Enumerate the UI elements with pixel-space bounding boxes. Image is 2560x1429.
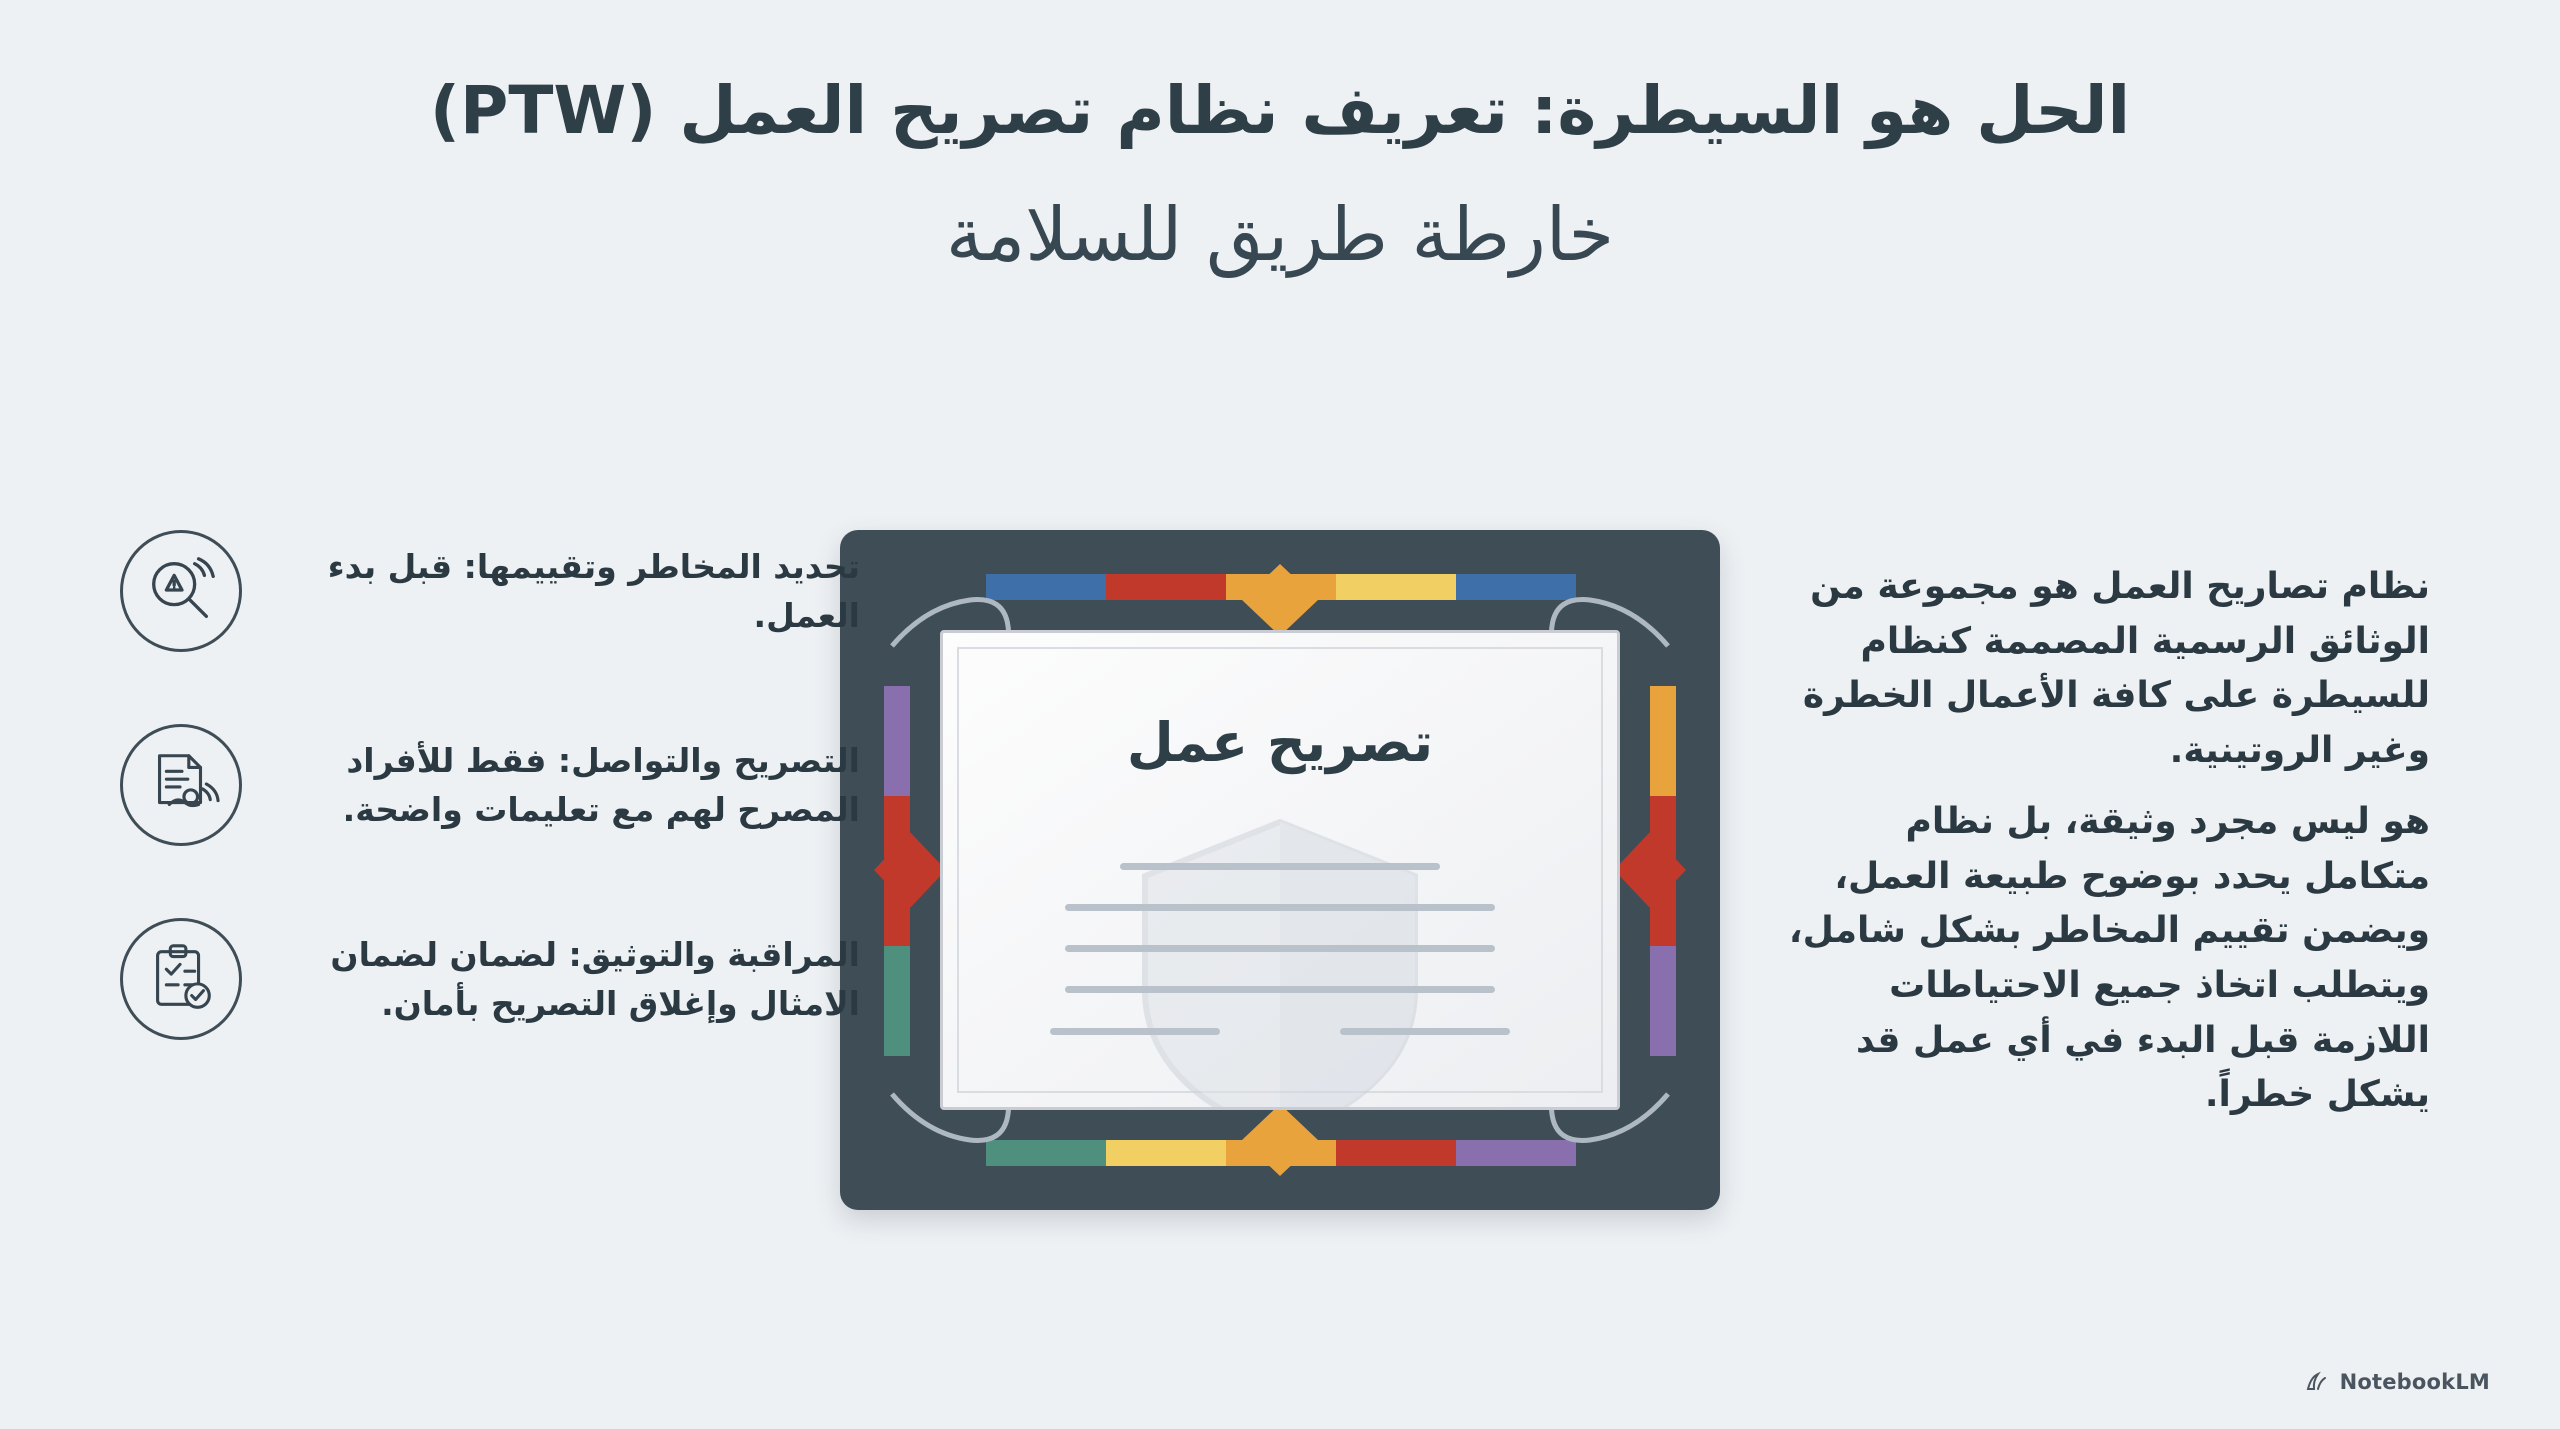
content-area: [0, 520, 2560, 1280]
certificate-line: [1065, 945, 1495, 952]
step-label-1: تحديد المخاطر وتقييمها: قبل بدء العمل.: [327, 546, 860, 635]
certificate-illustration: [840, 530, 1720, 1210]
title-block: [0, 70, 2560, 279]
step-item-1: [120, 530, 860, 652]
step-label-3: المراقبة والتوثيق: لضمان لضمان الامثال وإغلاق التصريح بأمان.: [330, 934, 860, 1023]
description-column: [1770, 560, 2430, 1123]
certificate-signature-line: [1050, 1028, 1220, 1035]
certificate-signature-lines: [943, 1028, 1617, 1035]
certificate-title: تصريح عمل: [1126, 711, 1434, 774]
permit-document-icon: [120, 724, 242, 846]
certificate-signature-line: [1340, 1028, 1510, 1035]
description-paragraph-2: هو ليس مجرد وثيقة، بل نظام متكامل يحدد بوضوح طبيعة العمل، ويضمن تقييم المخاطر بشكل شامل، ويتطلب اتخاذ جميع الاحتياطات اللازمة قبل البدء في أي عمل قد يشكل خطراً.: [1788, 800, 2430, 1116]
notebooklm-icon: [2304, 1369, 2330, 1395]
certificate-ornament-border: [866, 556, 1694, 1184]
steps-column: [120, 530, 860, 1040]
certificate-text-lines: [943, 863, 1617, 993]
step-item-3: [120, 918, 860, 1040]
brand-footer: [2304, 1369, 2490, 1395]
clipboard-check-icon: [120, 918, 242, 1040]
certificate-line: [1120, 863, 1440, 870]
step-label-2: التصريح والتواصل: فقط للأفراد المصرح لهم مع تعليمات واضحة.: [342, 740, 860, 829]
brand-label: NotebookLM: [2339, 1370, 2490, 1394]
description-paragraph-1: نظام تصاريح العمل هو مجموعة من الوثائق الرسمية المصممة كنظام للسيطرة على كافة الأعمال الخطرة وغير الروتينية.: [1802, 566, 2430, 772]
certificate-frame: [840, 530, 1720, 1210]
step-item-2: [120, 724, 860, 846]
certificate-inner-panel: [940, 630, 1620, 1110]
certificate-line: [1065, 986, 1495, 993]
page-title: الحل هو السيطرة: تعريف نظام تصريح العمل (PTW): [429, 72, 2131, 149]
certificate-line: [1065, 904, 1495, 911]
risk-magnifier-icon: [120, 530, 242, 652]
page-subtitle: خارطة طريق للسلامة: [945, 191, 1615, 278]
